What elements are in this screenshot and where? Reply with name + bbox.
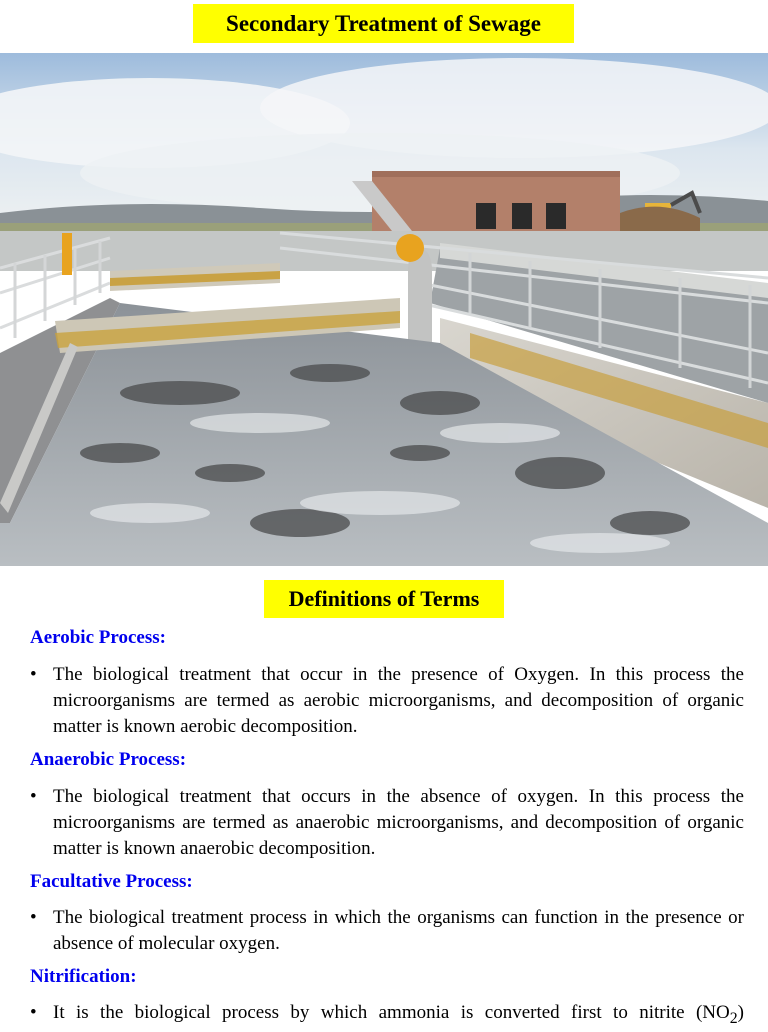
page-title — [193, 4, 574, 43]
section-title-text: Definitions of Terms — [288, 586, 480, 611]
bullet-marker: • — [30, 786, 37, 807]
term-heading-nitrification: Nitrification: — [30, 966, 137, 987]
section-title — [264, 580, 504, 618]
definition-facultative: The biological treatment process in which the organisms can function in the presence or absence of molecular oxygen. — [53, 907, 744, 954]
treatment-plant-photo — [0, 53, 768, 566]
definition-nitrification-close: ) — [737, 1002, 744, 1023]
page-title-text: Secondary Treatment of Sewage — [226, 11, 541, 36]
definition-nitrification-text: It is the biological process by which ammonia is converted first to nitrite (NO — [53, 1002, 730, 1023]
term-heading-aerobic: Aerobic Process: — [30, 627, 166, 648]
definition-anaerobic: The biological treatment that occurs in the absence of oxygen. In this process the microorganisms are termed as anaerobic microorganisms, and decomposition of organic matter is known anaerobic decomposition. — [53, 786, 744, 859]
treatment-plant-illustration — [0, 53, 768, 566]
term-heading-facultative: Facultative Process: — [30, 871, 193, 892]
bullet-marker: • — [30, 664, 37, 685]
nitrite-subscript: 2 — [729, 1009, 738, 1027]
definition-nitrification — [53, 1000, 744, 1032]
definition-aerobic: The biological treatment that occur in the presence of Oxygen. In this process the microorganisms are termed as aerobic microorganisms, and decomposition of organic matter is known aerobic decomposition. — [53, 664, 744, 737]
bullet-marker: • — [30, 1002, 37, 1023]
bullet-marker: • — [30, 907, 37, 928]
term-heading-anaerobic: Anaerobic Process: — [30, 749, 187, 770]
